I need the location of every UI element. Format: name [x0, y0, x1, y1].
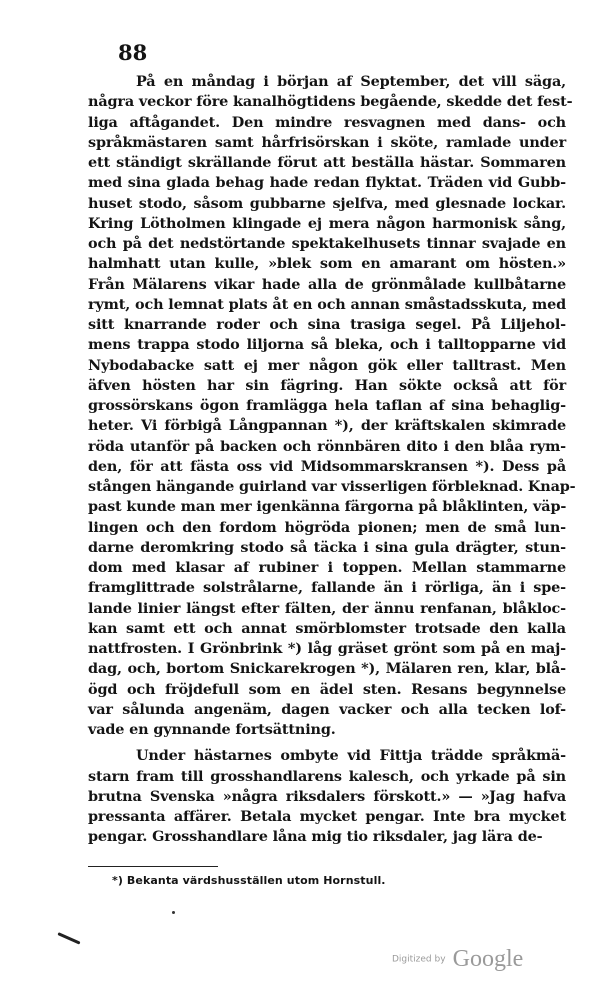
text-line: rymt, och lemnat plats åt en och annan småstadsskuta, med [88, 295, 566, 313]
text-line: starn fram till grosshandlarens kalesch, och yrkade på sin [88, 767, 566, 785]
footnote: *) Bekanta värdshusställen utom Hornstull. [112, 874, 386, 887]
text-line: sitt knarrande roder och sina trasiga segel. På Liljehol- [88, 316, 566, 333]
text-line: några veckor före kanalhögtidens begående, skedde det fest- [88, 93, 573, 111]
paragraph [88, 746, 566, 847]
text-line: röda utanför på backen och rönnbären dito i den blåa rym- [88, 437, 566, 455]
text-line: äfven hösten har sin fägring. Han sökte också att för [88, 376, 566, 394]
text-line: språkmästaren samt hårfrisörskan i sköte, ramlade under [88, 133, 566, 151]
text-line: framglittrade solstrålarne, fallande än i rörliga, än i spe- [88, 579, 566, 597]
text-line: grossörskans ögon framlägga hela taflan af sina behaglig- [88, 397, 566, 414]
text-line: brutna Svenska »några riksdalers förskott.» — »Jag hafva [88, 787, 566, 805]
text-line: vade en gynnande fortsättning. [88, 721, 336, 738]
text-line: med sina glada behag hade redan flyktat. Träden vid Gubb- [88, 174, 566, 192]
text-line: halmhatt utan kulle, »blek som en amarant om hösten.» [88, 255, 566, 273]
text-line: dom med klasar af rubiner i toppen. Mellan stammarne [88, 559, 566, 576]
scan-speck [172, 911, 175, 914]
text-line: och på det nedstörtande spektakelhusets tinnar svajade en [88, 235, 566, 252]
text-line: kan samt ett och annat smörblomster trotsade den kalla [88, 619, 566, 637]
text-line: dag, och, bortom Snickarekrogen *), Mälaren ren, klar, blå- [88, 660, 566, 678]
google-logo: Google [452, 946, 524, 972]
text-line: Under hästarnes ombyte vid Fittja trädde språkmä- [136, 747, 566, 765]
text-line: past kunde man mer igenkänna färgorna på blåklinten, väp- [88, 498, 567, 516]
text-line: lingen och den fordom högröda pionen; men de små lun- [88, 518, 566, 536]
digitizer-watermark [392, 946, 523, 973]
text-line: heter. Vi förbigå Långpannan *), der kräftskalen skimrade [88, 417, 566, 435]
text-line: stången hängande guirland var visserligen förbleknad. Knap- [88, 478, 576, 495]
text-line: Från Mälarens vikar hade alla de grönmålade kullbåtarne [88, 275, 566, 293]
text-line: lande linier längst efter fälten, der ännu renfanan, blåkloc- [88, 599, 566, 617]
text-line: ögd och fröjdefull som en ädel sten. Resans begynnelse [88, 680, 566, 698]
paragraph [88, 72, 576, 740]
text-line: ett ständigt skrällande förut att beställa hästar. Sommaren [88, 154, 566, 171]
digitizer-prefix: Digitized by [392, 954, 446, 965]
text-line: darne deromkring stodo så täcka i sina gula drägter, stun- [88, 538, 566, 556]
text-line: På en måndag i början af September, det vill säga, [136, 73, 566, 90]
text-line: mens trappa stodo liljorna så bleka, och i talltopparne vid [88, 336, 566, 354]
text-line: var sålunda angenäm, dagen vacker och alla tecken lof- [88, 700, 566, 718]
text-line: den, för att fästa oss vid Midsommarskransen *). Dess på [88, 457, 566, 475]
footnote-rule [88, 866, 218, 867]
text-line: liga aftågandet. Den mindre resvagnen med dans- och [88, 113, 566, 131]
text-line: huset stodo, såsom gubbarne sjelfva, med glesnade lockar. [88, 194, 566, 212]
page-number: 88 [118, 40, 148, 65]
text-line: pengar. Grosshandlare låna mig tio riksdaler, jag lära de- [88, 828, 543, 846]
body-text [88, 72, 576, 848]
text-line: Kring Lötholmen klingade ej mera någon harmonisk sång, [88, 214, 566, 232]
text-line: pressanta affärer. Betala mycket pengar. Inte bra mycket [88, 808, 566, 825]
text-line: nattfrosten. I Grönbrink *) låg gräset grönt som på en maj- [88, 640, 566, 657]
text-line: Nybodabacke satt ej mer någon gök eller talltrast. Men [88, 356, 566, 374]
scan-mark [57, 932, 80, 945]
